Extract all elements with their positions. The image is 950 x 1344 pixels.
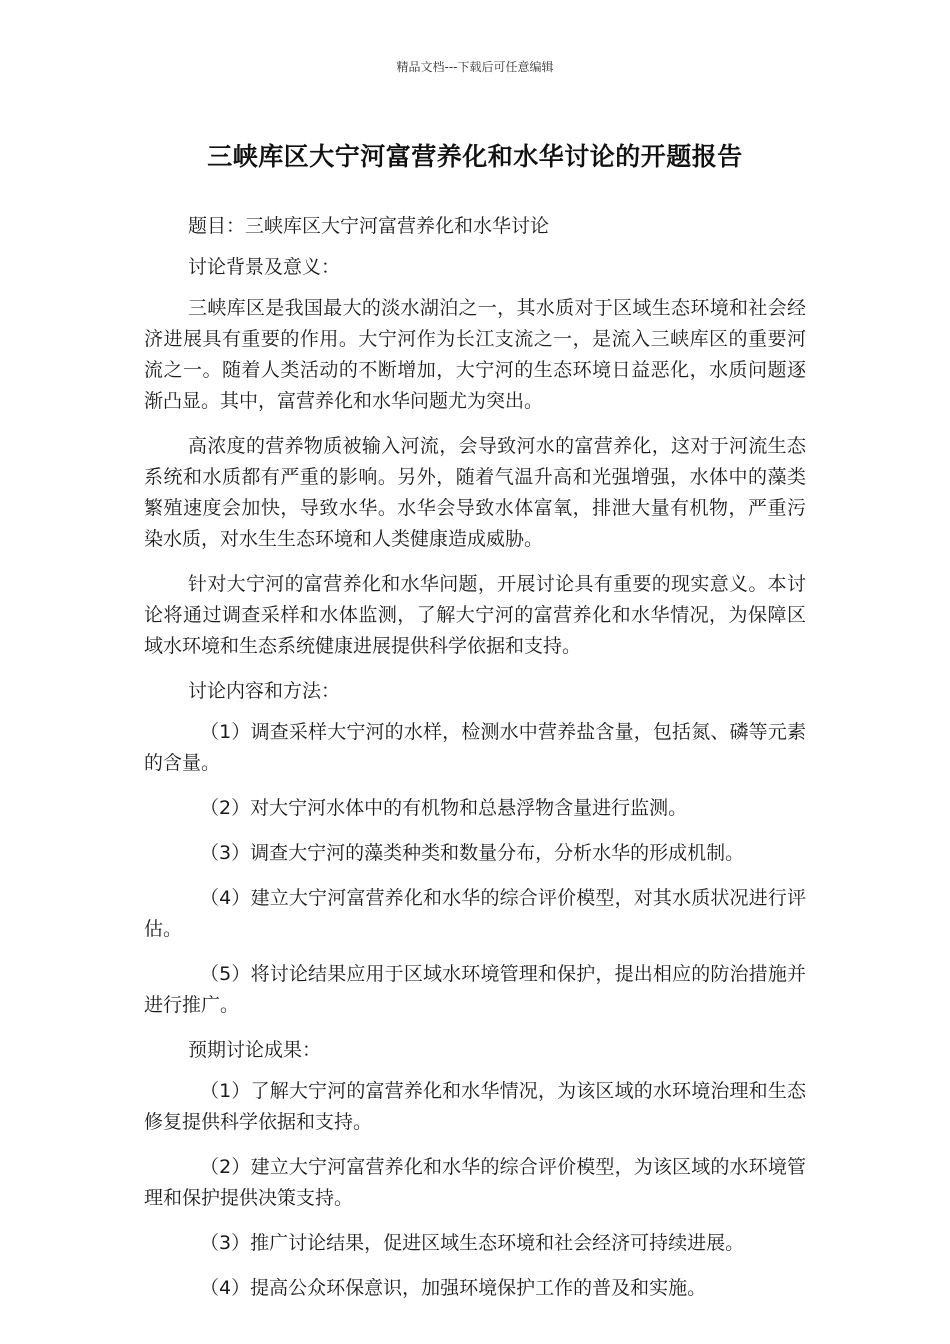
methods-item: （3）调查大宁河的藻类种类和数量分布，分析水华的形成机制。 <box>200 842 745 864</box>
background-paragraph: 高浓度的营养物质被输入河流，会导致河水的富营养化，这对于河流生态系统和水质都有严重的影响。另外，随着气温升高和光强增强，水体中的藻类繁殖速度会加快，导致水华。水华会导致水体富氧，排泄大量有机物，严重污染水质，对水生生态环境和人类健康造成威胁。 <box>144 435 806 550</box>
methods-item: （2）对大宁河水体中的有机物和总悬浮物含量进行监测。 <box>200 797 688 819</box>
methods-heading: 讨论内容和方法： <box>188 680 341 702</box>
topic-line: 题目：三峡库区大宁河富营养化和水华讨论 <box>188 215 550 237</box>
background-paragraph: 针对大宁河的富营养化和水华问题，开展讨论具有重要的现实意义。本讨论将通过调查采样和水体监测，了解大宁河的富营养化和水华情况，为保障区域水环境和生态系统健康进展提供科学依据和支持。 <box>144 573 806 657</box>
methods-item: （1）调查采样大宁河的水样，检测水中营养盐含量，包括氮、磷等元素的含量。 <box>144 721 806 774</box>
document-body <box>144 211 806 1318</box>
background-paragraph: 三峡库区是我国最大的淡水湖泊之一，其水质对于区域生态环境和社会经济进展具有重要的作用。大宁河作为长江支流之一，是流入三峡库区的重要河流之一。随着人类活动的不断增加，大宁河的生态环境日益恶化，水质问题逐渐凸显。其中，富营养化和水华问题尤为突出。 <box>144 297 806 412</box>
document-title: 三峡库区大宁河富营养化和水华讨论的开题报告 <box>207 142 743 171</box>
methods-item: （4）建立大宁河富营养化和水华的综合评价模型，对其水质状况进行评估。 <box>144 887 806 940</box>
results-item: （3）推广讨论结果，促进区域生态环境和社会经济可持续进展。 <box>200 1232 745 1254</box>
page-header: 精品文档---下载后可任意编辑 <box>396 60 554 74</box>
methods-item: （5）将讨论结果应用于区域水环境管理和保护，提出相应的防治措施并进行推广。 <box>144 963 806 1016</box>
results-item: （2）建立大宁河富营养化和水华的综合评价模型，为该区域的水环境管理和保护提供决策支持。 <box>144 1156 806 1209</box>
results-item: （4）提高公众环保意识，加强环境保护工作的普及和实施。 <box>200 1277 707 1299</box>
results-item: （1）了解大宁河的富营养化和水华情况，为该区域的水环境治理和生态修复提供科学依据和支持。 <box>144 1080 806 1133</box>
background-heading: 讨论背景及意义： <box>188 256 341 278</box>
results-heading: 预期讨论成果： <box>188 1039 322 1061</box>
